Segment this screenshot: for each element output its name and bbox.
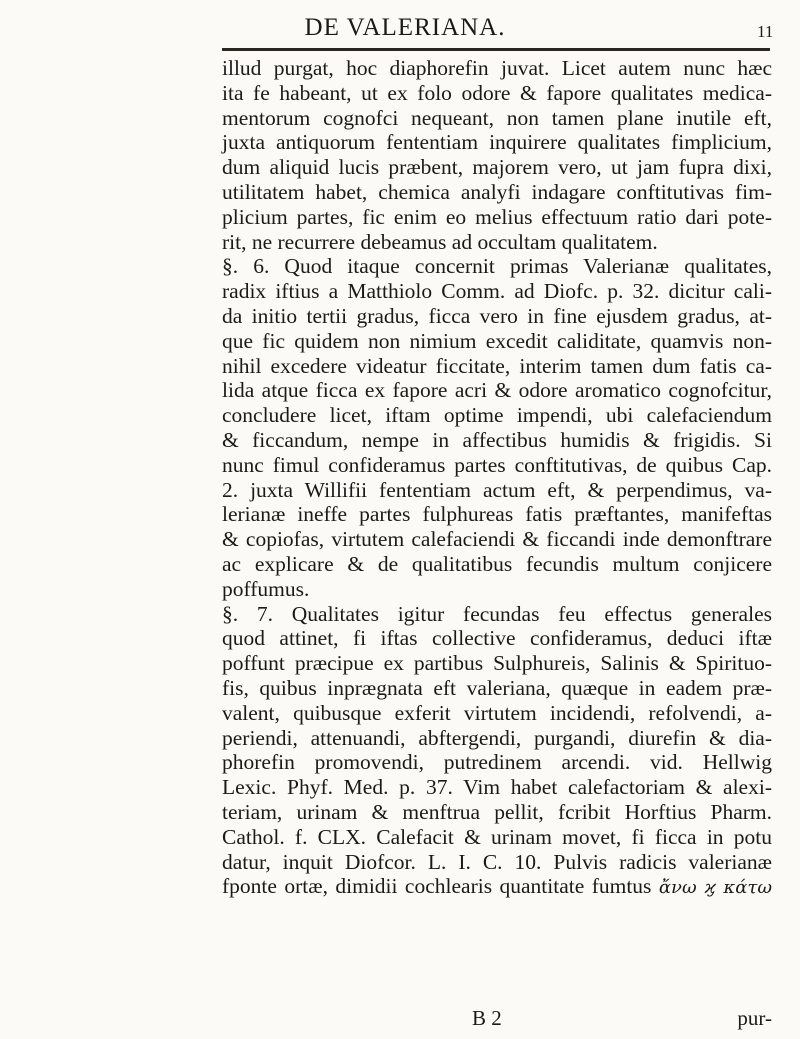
text-line: plicium partes, fic enim eo melius effectuum ratio dari pote- <box>222 204 772 229</box>
text-line: que fic quidem non nimium excedit caliditate, quamvis non- <box>222 328 772 353</box>
running-head: DE VALERIANA. <box>304 14 506 41</box>
text-line: ac explicare & de qualitatibus fecundis multum conjicere <box>222 551 772 576</box>
text-line: rit, ne recurrere debeamus ad occultam qualitatem. <box>222 229 658 254</box>
signature-mark: B 2 <box>472 1006 502 1030</box>
text-line: & ficcandum, nempe in affectibus humidis & frigidis. Si <box>222 427 772 452</box>
body-text <box>222 56 772 901</box>
text-line: quod attinet, fi iftas collective confideramus, deduci iftæ <box>222 626 772 651</box>
text-line: & copiofas, virtutem calefaciendi & ficcandi inde demonftrare <box>222 527 772 552</box>
text-line: mentorum cognofci nequeant, non tamen plane inutile eft, <box>222 105 772 130</box>
text-line: nunc fimul confideramus partes conftitutivas, de quibus Cap. <box>222 452 772 477</box>
text-line: lerianæ ineffe partes fulphureas fatis præftantes, manifeftas <box>222 502 772 527</box>
text-line: da initio tertii gradus, ficca vero in fine ejusdem gradus, at- <box>222 303 772 328</box>
text-line: 2. juxta Willifii fententiam actum eft, & perpendimus, va- <box>222 477 772 502</box>
text-line: ita fe habeant, ut ex folo odore & fapore qualitates medica- <box>222 80 772 105</box>
text-line: phorefin promovendi, putredinem arcendi. vid. Hellwig <box>222 750 772 775</box>
text-line: lida atque ficca ex fapore acri & odore aromatico cognofcitur, <box>222 378 772 403</box>
text-line: radix iftius a Matthiolo Comm. ad Diofc. p. 32. dicitur cali- <box>222 279 772 304</box>
text-line-final <box>222 874 772 901</box>
text-line: datur, inquit Diofcor. L. I. C. 10. Pulvis radicis valerianæ <box>222 849 772 874</box>
text-line: illud purgat, hoc diaphorefin juvat. Licet autem nunc hæc <box>222 56 772 80</box>
catchword: pur- <box>737 1006 772 1030</box>
text-line: Lexic. Phyf. Med. p. 37. Vim habet calefactoriam & alexi- <box>222 775 772 800</box>
text-line: valent, quibusque exferit virtutem incidendi, refolvendi, a- <box>222 700 772 725</box>
text-line: nihil excedere videatur ficcitate, interim tamen dum fatis ca- <box>222 353 772 378</box>
text-line: fis, quibus inprægnata eft valeriana, quæque in eadem præ- <box>222 675 772 700</box>
page-number: 11 <box>757 22 774 41</box>
text-line: teriam, urinam & menftrua pellit, fcribit Horftius Pharm. <box>222 799 772 824</box>
text-line: Cathol. f. CLX. Calefacit & urinam movet, fi ficca in potu <box>222 824 772 849</box>
text-line: concludere licet, iftam optime impendi, ubi calefaciendum <box>222 403 772 428</box>
page-footer <box>222 1006 772 1032</box>
text-line: periendi, attenuandi, abftergendi, purgandi, diurefin & dia- <box>222 725 772 750</box>
text-line: utilitatem habet, chemica analyfi indagare conftitutivas fim- <box>222 179 772 204</box>
text-line: §. 6. Quod itaque concernit primas Valerianæ qualitates, <box>222 254 772 279</box>
final-line-text: fponte ortæ, dimidii cochlearis quantitate fumtus <box>222 874 652 899</box>
text-line: §. 7. Qualitates igitur fecundas feu effectus generales <box>222 601 772 626</box>
text-line: poffumus. <box>222 576 310 601</box>
text-line: juxta antiquorum fententiam inquirere qualitates fimplicium, <box>222 130 772 155</box>
text-line: poffunt præcipue ex partibus Sulphureis, Salinis & Spirituo- <box>222 651 772 676</box>
header-rule <box>222 48 770 51</box>
greek-phrase: ἄνω ϗ κάτω <box>658 877 773 899</box>
text-line: dum aliquid lucis præbent, majorem vero, ut jam fupra dixi, <box>222 155 772 180</box>
